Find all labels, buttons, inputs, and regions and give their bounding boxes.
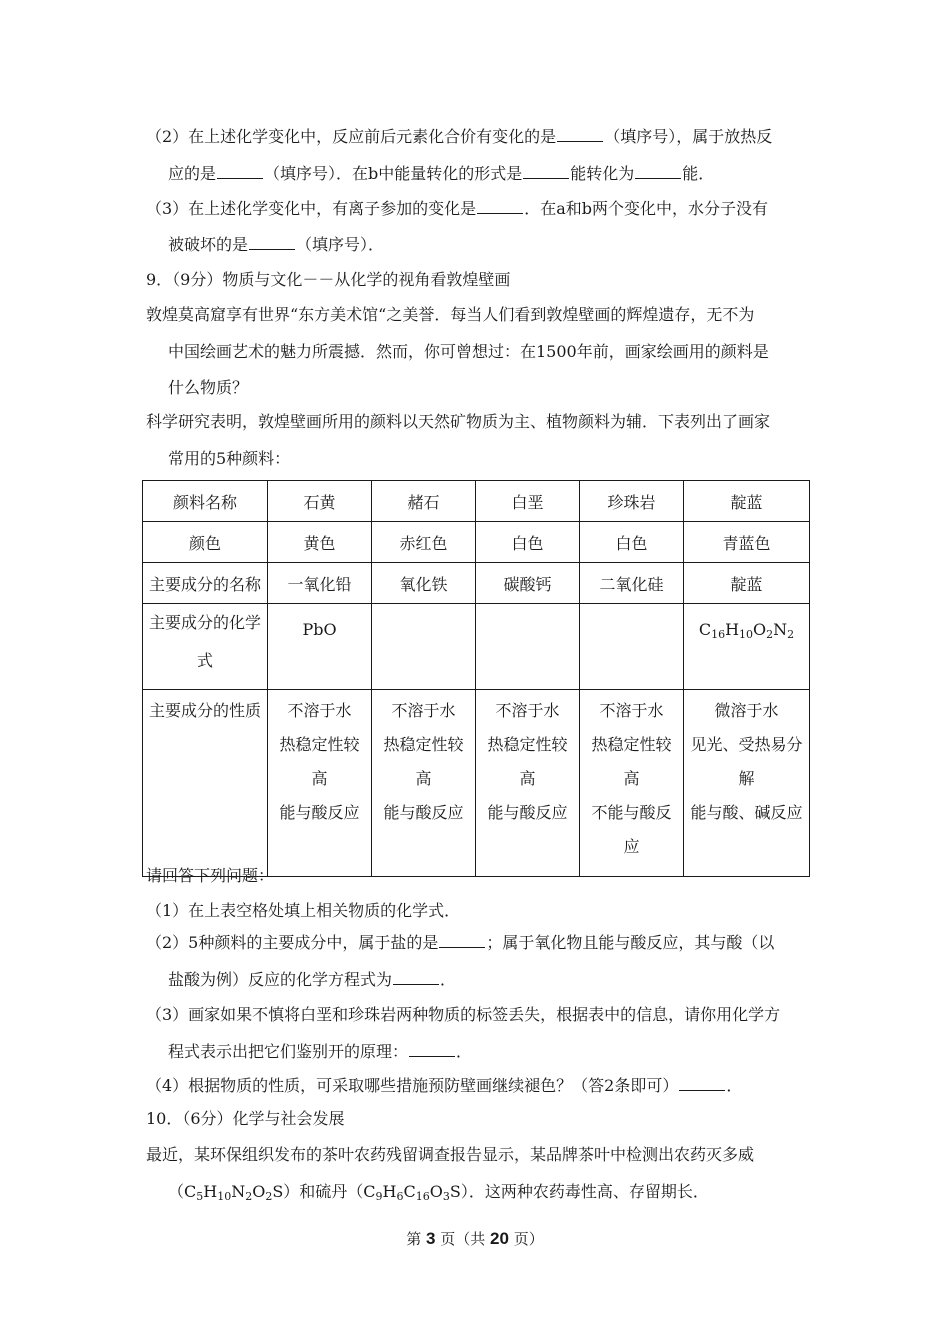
answer-blank xyxy=(217,164,263,179)
prop-line: 热稳定性较 xyxy=(279,735,360,754)
row-header xyxy=(143,604,268,690)
table-row xyxy=(143,604,810,690)
answer-blank xyxy=(477,199,523,214)
footer-text: 第 xyxy=(406,1230,427,1248)
prop-line: 高 xyxy=(311,769,328,788)
table-row xyxy=(143,481,810,522)
prop-line: 高 xyxy=(623,769,640,788)
row-header: 颜料名称 xyxy=(143,481,268,522)
table-cell xyxy=(684,690,810,877)
prop-line: 能与酸、碱反应 xyxy=(690,803,803,822)
prop-line: 不溶于水 xyxy=(287,701,352,720)
table-cell: 一氧化铅 xyxy=(268,563,372,604)
empty-cell xyxy=(372,604,476,690)
q9-intro-line3: 什么物质？ xyxy=(168,378,249,397)
table-cell: 白垩 xyxy=(476,481,580,522)
answer-blank xyxy=(557,127,603,142)
table-row xyxy=(143,690,810,877)
table-cell: 靛蓝 xyxy=(684,481,810,522)
prop-line: 能与酸反应 xyxy=(279,803,360,822)
text: ． xyxy=(726,1076,743,1095)
table-cell xyxy=(580,690,684,877)
prop-line: 热稳定性较 xyxy=(487,735,568,754)
page-footer xyxy=(0,1229,950,1249)
answer-blank xyxy=(409,1042,455,1057)
q9-science-line1: 科学研究表明，敦煌壁画所用的颜料以天然矿物质为主、植物颜料为辅．下表列出了画家 xyxy=(146,412,771,431)
answer-blank xyxy=(249,235,295,250)
q9-answer2-line1 xyxy=(146,933,774,953)
table-cell xyxy=(268,690,372,877)
text: （填序号）．在b中能量转化的形式是 xyxy=(264,164,523,183)
text: （2）5种颜料的主要成分中，属于盐的是 xyxy=(146,933,439,952)
q9-answer4 xyxy=(146,1076,742,1096)
table-cell xyxy=(372,690,476,877)
table-cell: 碳酸钙 xyxy=(476,563,580,604)
q9-answer2-line2 xyxy=(168,970,456,990)
row-header: 颜色 xyxy=(143,522,268,563)
prop-line: 高 xyxy=(519,769,536,788)
text: ． xyxy=(440,970,457,989)
formula-cell xyxy=(268,604,372,690)
table-cell: 氧化铁 xyxy=(372,563,476,604)
table-cell: 白色 xyxy=(476,522,580,563)
prop-line: 应 xyxy=(623,837,640,856)
text: （填序号）． xyxy=(296,235,385,254)
table-cell: 黄色 xyxy=(268,522,372,563)
text: （3）在上述化学变化中，有离子参加的变化是 xyxy=(146,199,477,218)
answer-blank xyxy=(523,164,569,179)
footer-text: 页（共 xyxy=(435,1230,491,1248)
q9-intro-line2: 中国绘画艺术的魅力所震撼．然而，你可曾想过：在1500年前，画家绘画用的颜料是 xyxy=(168,342,769,361)
text: （填序号），属于放热反 xyxy=(604,127,773,146)
row-header: 主要成分的性质 xyxy=(143,690,268,877)
total-pages: 20 xyxy=(490,1229,509,1248)
prop-line: 解 xyxy=(738,769,755,788)
answer-blank xyxy=(439,933,485,948)
prop-line: 微溶于水 xyxy=(714,701,779,720)
text: （2）在上述化学变化中，反应前后元素化合价有变化的是 xyxy=(146,127,557,146)
text: ．在a和b两个变化中，水分子没有 xyxy=(524,199,768,218)
answer-blank xyxy=(679,1076,725,1091)
prop-line: 热稳定性较 xyxy=(591,735,672,754)
table-row xyxy=(143,563,810,604)
answer-blank xyxy=(635,164,681,179)
text: 应的是 xyxy=(168,164,217,183)
table-cell: 珍珠岩 xyxy=(580,481,684,522)
text: 能． xyxy=(682,164,715,183)
q9-title: 9．（9分）物质与文化－－从化学的视角看敦煌壁画 xyxy=(146,270,511,289)
empty-cell xyxy=(476,604,580,690)
formula-cell xyxy=(684,604,810,690)
text: ． xyxy=(456,1042,473,1061)
text: ；属于氧化物且能与酸反应，其与酸（以 xyxy=(486,933,775,952)
table-cell: 靛蓝 xyxy=(684,563,810,604)
q10-line2: $(C_5H_{10}N_2O_2S)$和硫丹$(C_9H_6C_{16}O_3S)$．这两种农药毒性高、存留期长． xyxy=(168,1182,709,1203)
q8-part3-line2 xyxy=(168,235,384,255)
footer-text: 页） xyxy=(508,1230,544,1248)
table-cell: 赤红色 xyxy=(372,522,476,563)
prop-line: 不溶于水 xyxy=(495,701,560,720)
table-row xyxy=(143,522,810,563)
pigment-table xyxy=(142,480,810,877)
prop-line: 见光、受热易分 xyxy=(690,735,803,754)
empty-cell xyxy=(580,604,684,690)
q8-part2-line1 xyxy=(146,127,772,147)
q9-answer3-line1: （3）画家如果不慎将白垩和珍珠岩两种物质的标签丢失，根据表中的信息，请你用化学方 xyxy=(146,1005,781,1024)
answer-blank xyxy=(393,970,439,985)
prop-line: 不能与酸反 xyxy=(591,803,672,822)
q10-line1: 最近，某环保组织发布的茶叶农药残留调查报告显示，某品牌茶叶中检测出农药灭多威 xyxy=(146,1145,755,1164)
q8-part3-line1 xyxy=(146,199,768,219)
table-cell: 二氧化硅 xyxy=(580,563,684,604)
q9-intro-line1: 敦煌莫高窟享有世界“东方美术馆“之美誉．每当人们看到敦煌壁画的辉煌遗存，无不为 xyxy=(146,305,755,324)
table-cell: 白色 xyxy=(580,522,684,563)
formula-indigo: $C_{16}H_{10}O_2N_2$ xyxy=(698,620,795,641)
formula-pbo: PbO xyxy=(302,620,337,639)
text: 能转化为 xyxy=(570,164,635,183)
q8-part2-line2 xyxy=(168,164,714,184)
q9-science-line2: 常用的5种颜料： xyxy=(168,449,291,468)
q10-title: 10．（6分）化学与社会发展 xyxy=(146,1109,345,1128)
row-header: 主要成分的名称 xyxy=(143,563,268,604)
text: （4）根据物质的性质，可采取哪些措施预防壁画继续褪色？（答2条即可） xyxy=(146,1076,679,1095)
prop-line: 能与酸反应 xyxy=(383,803,464,822)
q9-ask: 请回答下列问题： xyxy=(146,866,275,885)
table-cell xyxy=(476,690,580,877)
prop-line: 高 xyxy=(415,769,432,788)
page-number: 3 xyxy=(426,1229,436,1248)
q9-answer3-line2 xyxy=(168,1042,472,1062)
prop-line: 不溶于水 xyxy=(391,701,456,720)
row-header-line: 式 xyxy=(196,651,213,670)
table-cell: 石黄 xyxy=(268,481,372,522)
table-cell: 青蓝色 xyxy=(684,522,810,563)
table-cell: 赭石 xyxy=(372,481,476,522)
row-header-line: 主要成分的化学 xyxy=(148,613,261,632)
text: 盐酸为例）反应的化学方程式为 xyxy=(168,970,393,989)
prop-line: 能与酸反应 xyxy=(487,803,568,822)
prop-line: 热稳定性较 xyxy=(383,735,464,754)
text: 被破坏的是 xyxy=(168,235,249,254)
q9-answer1: （1）在上表空格处填上相关物质的化学式． xyxy=(146,901,461,920)
prop-line: 不溶于水 xyxy=(599,701,664,720)
text: 程式表示出把它们鉴别开的原理： xyxy=(168,1042,409,1061)
